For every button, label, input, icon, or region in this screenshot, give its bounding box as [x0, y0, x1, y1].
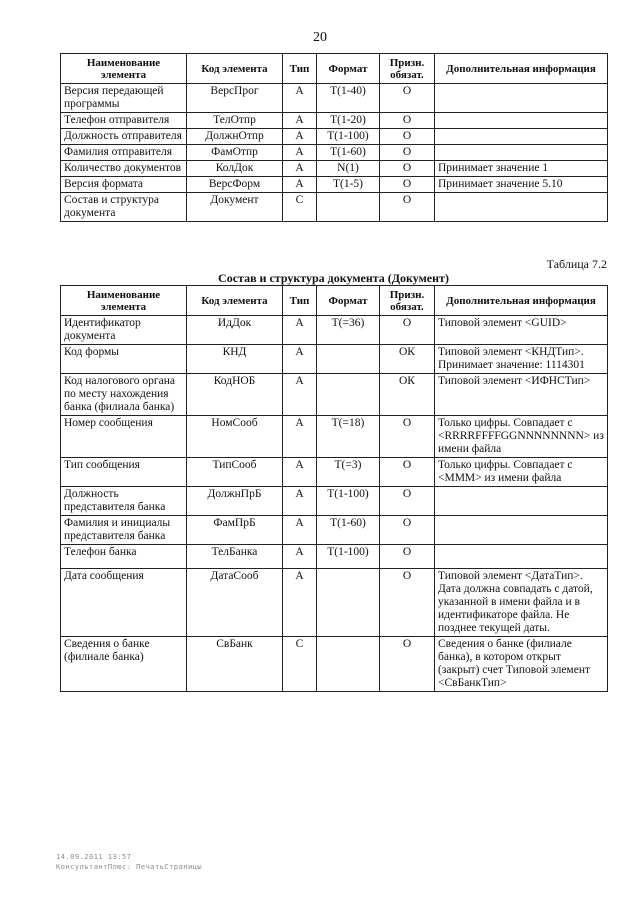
table-header-row	[61, 286, 608, 316]
cell-type: А	[283, 177, 317, 193]
cell-required: О	[380, 516, 435, 545]
cell-format: N(1)	[317, 161, 380, 177]
table-row	[61, 345, 608, 374]
header-info: Дополнительная информация	[435, 286, 608, 316]
cell-type: А	[283, 113, 317, 129]
cell-format: Т(=18)	[317, 416, 380, 458]
cell-type: С	[283, 193, 317, 222]
cell-info: Типовой элемент <ДатаТип>. Дата должна совпадать с датой, указанной в имени файла и в идентификаторе файла. Не позднее текущей даты.	[435, 569, 608, 637]
cell-code: ТипСооб	[187, 458, 283, 487]
cell-type: С	[283, 637, 317, 692]
table-row	[61, 84, 608, 113]
cell-format: Т(1-60)	[317, 145, 380, 161]
cell-required: О	[380, 129, 435, 145]
cell-code: ДатаСооб	[187, 569, 283, 637]
cell-format	[317, 374, 380, 416]
cell-required: О	[380, 569, 435, 637]
cell-name: Должность представителя банка	[61, 487, 187, 516]
cell-name: Сведения о банке (филиале банка)	[61, 637, 187, 692]
cell-type: А	[283, 345, 317, 374]
cell-required: ОК	[380, 374, 435, 416]
cell-info: Типовой элемент <КНДТип>. Принимает значение: 1114301	[435, 345, 608, 374]
table-row	[61, 637, 608, 692]
header-name: Наименование элемента	[61, 54, 187, 84]
table-row	[61, 516, 608, 545]
cell-code: ДолжнПрБ	[187, 487, 283, 516]
cell-info: Только цифры. Совпадает с <MMM> из имени файла	[435, 458, 608, 487]
cell-required: О	[380, 316, 435, 345]
cell-info	[435, 113, 608, 129]
cell-name: Фамилия и инициалы представителя банка	[61, 516, 187, 545]
cell-code: ВерсПрог	[187, 84, 283, 113]
cell-required: О	[380, 193, 435, 222]
header-type: Тип	[283, 54, 317, 84]
cell-info: Типовой элемент <ИФНСТип>	[435, 374, 608, 416]
document-structure-table	[60, 285, 608, 692]
cell-type: А	[283, 569, 317, 637]
cell-code: КНД	[187, 345, 283, 374]
cell-type: А	[283, 145, 317, 161]
cell-name: Фамилия отправителя	[61, 145, 187, 161]
cell-format: Т(=3)	[317, 458, 380, 487]
elements-table-continued	[60, 53, 608, 222]
cell-name: Версия формата	[61, 177, 187, 193]
header-format: Формат	[317, 54, 380, 84]
cell-code: КодНОБ	[187, 374, 283, 416]
cell-code: КолДок	[187, 161, 283, 177]
cell-required: О	[380, 161, 435, 177]
print-stamp-line: КонсультантПлюс: ПечатьСтраницы	[56, 863, 203, 871]
cell-required: О	[380, 487, 435, 516]
table-row	[61, 129, 608, 145]
cell-type: А	[283, 487, 317, 516]
header-format: Формат	[317, 286, 380, 316]
cell-info: Только цифры. Совпадает с <RRRRFFFFGGNNNNNNNN> из имени файла	[435, 416, 608, 458]
cell-required: ОК	[380, 345, 435, 374]
cell-name: Должность отправителя	[61, 129, 187, 145]
cell-name: Дата сообщения	[61, 569, 187, 637]
table-row	[61, 545, 608, 569]
cell-code: ТелОтпр	[187, 113, 283, 129]
cell-info	[435, 545, 608, 569]
cell-type: А	[283, 374, 317, 416]
cell-format: Т(1-100)	[317, 487, 380, 516]
print-stamp	[56, 852, 202, 872]
page-number: 20	[313, 30, 327, 45]
cell-type: А	[283, 458, 317, 487]
cell-name: Версия передающей программы	[61, 84, 187, 113]
cell-code: ДолжнОтпр	[187, 129, 283, 145]
cell-type: А	[283, 416, 317, 458]
header-required: Призн. обязат.	[380, 54, 435, 84]
cell-type: А	[283, 161, 317, 177]
cell-info: Типовой элемент <GUID>	[435, 316, 608, 345]
cell-info	[435, 487, 608, 516]
cell-required: О	[380, 458, 435, 487]
header-name: Наименование элемента	[61, 286, 187, 316]
cell-format	[317, 569, 380, 637]
table-header-row	[61, 54, 608, 84]
table-row	[61, 316, 608, 345]
table-row	[61, 569, 608, 637]
cell-format: Т(1-100)	[317, 545, 380, 569]
cell-name: Телефон банка	[61, 545, 187, 569]
cell-info: Принимает значение 5.10	[435, 177, 608, 193]
cell-required: О	[380, 637, 435, 692]
table-caption: Состав и структура документа (Документ)	[218, 271, 449, 285]
header-code: Код элемента	[187, 54, 283, 84]
cell-required: О	[380, 145, 435, 161]
cell-info	[435, 193, 608, 222]
cell-type: А	[283, 516, 317, 545]
cell-required: О	[380, 113, 435, 129]
cell-format: Т(1-100)	[317, 129, 380, 145]
cell-info	[435, 129, 608, 145]
cell-info: Принимает значение 1	[435, 161, 608, 177]
cell-type: А	[283, 316, 317, 345]
cell-required: О	[380, 416, 435, 458]
cell-format	[317, 193, 380, 222]
header-type: Тип	[283, 286, 317, 316]
table-row	[61, 145, 608, 161]
cell-type: А	[283, 84, 317, 113]
cell-code: ФамПрБ	[187, 516, 283, 545]
table-row	[61, 161, 608, 177]
header-info: Дополнительная информация	[435, 54, 608, 84]
table-row	[61, 193, 608, 222]
cell-format	[317, 345, 380, 374]
cell-format: Т(1-40)	[317, 84, 380, 113]
table-row	[61, 177, 608, 193]
cell-code: СвБанк	[187, 637, 283, 692]
cell-code: ВерсФорм	[187, 177, 283, 193]
cell-code: ФамОтпр	[187, 145, 283, 161]
cell-name: Код налогового органа по месту нахождения банка (филиала банка)	[61, 374, 187, 416]
table-row	[61, 374, 608, 416]
cell-format: Т(1-5)	[317, 177, 380, 193]
cell-name: Идентификатор документа	[61, 316, 187, 345]
cell-code: ТелБанка	[187, 545, 283, 569]
cell-info	[435, 84, 608, 113]
cell-type: А	[283, 545, 317, 569]
table-number-label: Таблица 7.2	[546, 257, 607, 271]
cell-required: О	[380, 177, 435, 193]
cell-name: Состав и структура документа	[61, 193, 187, 222]
header-code: Код элемента	[187, 286, 283, 316]
table-row	[61, 487, 608, 516]
cell-code: НомСооб	[187, 416, 283, 458]
cell-info	[435, 145, 608, 161]
cell-type: А	[283, 129, 317, 145]
cell-name: Код формы	[61, 345, 187, 374]
cell-info	[435, 516, 608, 545]
cell-info: Сведения о банке (филиале банка), в котором открыт (закрыт) счет Типовой элемент <СвБанкТип>	[435, 637, 608, 692]
cell-code: ИдДок	[187, 316, 283, 345]
cell-name: Количество документов	[61, 161, 187, 177]
cell-name: Тип сообщения	[61, 458, 187, 487]
cell-format	[317, 637, 380, 692]
print-stamp-line: 14.09.2011 13:57	[56, 853, 132, 861]
cell-name: Номер сообщения	[61, 416, 187, 458]
cell-code: Документ	[187, 193, 283, 222]
header-required: Призн. обязат.	[380, 286, 435, 316]
cell-required: О	[380, 84, 435, 113]
cell-format: Т(1-60)	[317, 516, 380, 545]
table-row	[61, 113, 608, 129]
cell-format: Т(1-20)	[317, 113, 380, 129]
cell-name: Телефон отправителя	[61, 113, 187, 129]
table-row	[61, 458, 608, 487]
cell-format: Т(=36)	[317, 316, 380, 345]
cell-required: О	[380, 545, 435, 569]
table-row	[61, 416, 608, 458]
